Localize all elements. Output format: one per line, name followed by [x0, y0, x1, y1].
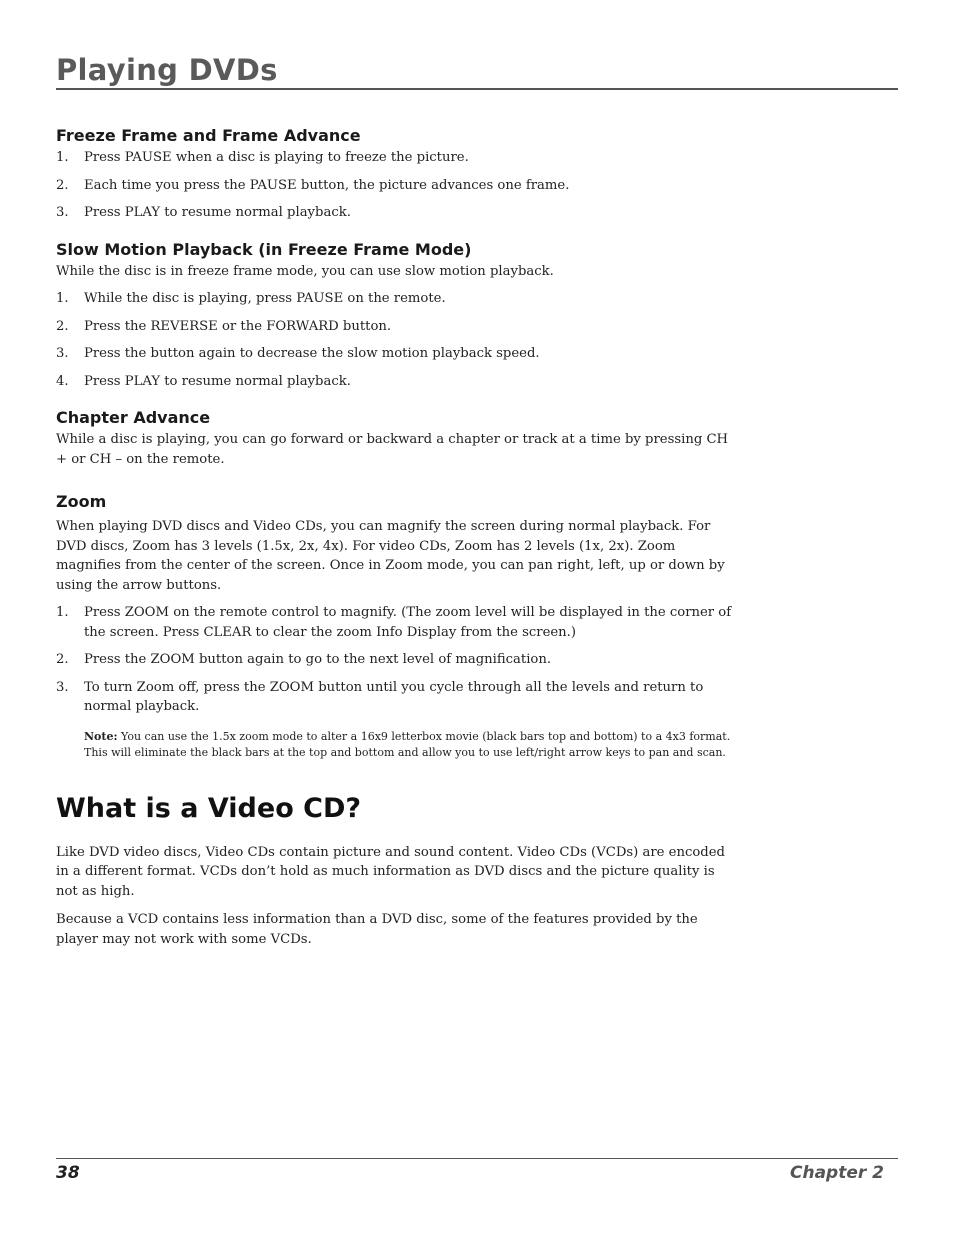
- list-item: 3. To turn Zoom off, press the ZOOM button until you cycle through all the levels and return to normal playback.: [56, 679, 704, 714]
- main-content: [56, 125, 736, 949]
- section-freeze-frame: [56, 125, 736, 223]
- page-title: Playing DVDs: [56, 53, 278, 87]
- zoom-note: [84, 729, 736, 761]
- zoom-steps: [56, 603, 736, 717]
- list-item: 3. Press PLAY to resume normal playback.: [56, 205, 351, 220]
- list-item: 1. While the disc is playing, press PAUSE on the remote.: [56, 291, 446, 306]
- section-heading: Slow Motion Playback (in Freeze Frame Mode): [56, 239, 472, 259]
- chapter-label: Chapter 2: [789, 1163, 884, 1183]
- vcd-paragraph-1: Like DVD video discs, Video CDs contain picture and sound content. Video CDs (VCDs) are encoded in a different format. VCDs don’t hold as much information as DVD discs and the picture quality is not as high.: [56, 844, 725, 899]
- section-slow-motion: [56, 239, 736, 392]
- section-chapter-advance: [56, 407, 736, 469]
- list-item: 2. Press the REVERSE or the FORWARD button.: [56, 318, 392, 334]
- note-text: You can use the 1.5x zoom mode to alter a 16x9 letterbox movie (black bars top and bottom) to a 4x3 format. This will eliminate the black bars at the top and bottom and allow you to use left/right arrow keys to pan and scan.: [84, 729, 731, 759]
- section-intro: When playing DVD discs and Video CDs, you can magnify the screen during normal playback. For DVD discs, Zoom has 3 levels (1.5x, 2x, 4x). For video CDs, Zoom has 2 levels (1x, 2x). Zoom magnifies from the center of the screen. Once in Zoom mode, you can pan right, left, up or down by using the arrow buttons.: [56, 519, 725, 593]
- note-label: Note:: [84, 729, 118, 743]
- section-heading: Freeze Frame and Frame Advance: [56, 126, 361, 145]
- title-divider: [56, 88, 898, 90]
- list-item: 2. Press the ZOOM button again to go to the next level of magnification.: [56, 652, 552, 667]
- section-body: While a disc is playing, you can go forward or backward a chapter or track at a time by pressing CH + or CH – on the remote.: [56, 432, 729, 467]
- list-item: 3. Press the button again to decrease the slow motion playback speed.: [56, 346, 540, 361]
- section-zoom: [56, 491, 736, 761]
- list-item: 1. Press ZOOM on the remote control to magnify. (The zoom level will be displayed in the corner of the screen. Press CLEAR to clear the zoom Info Display from the screen.): [56, 605, 732, 640]
- section-intro: While the disc is in freeze frame mode, you can use slow motion playback.: [56, 263, 554, 279]
- section-heading: Zoom: [56, 492, 107, 511]
- list-item: 2. Each time you press the PAUSE button, the picture advances one frame.: [56, 177, 570, 193]
- footer-divider: [56, 1158, 898, 1159]
- list-item: 1. Press PAUSE when a disc is playing to freeze the picture.: [56, 150, 469, 165]
- freeze-steps: [56, 148, 736, 223]
- section-heading: Chapter Advance: [56, 408, 211, 427]
- vcd-paragraph-2: Because a VCD contains less information than a DVD disc, some of the features provided by the player may not work with some VCDs.: [56, 912, 698, 947]
- vcd-heading: What is a Video CD?: [56, 792, 362, 824]
- slow-steps: [56, 289, 736, 391]
- page-number: 38: [56, 1163, 80, 1183]
- list-item: 4. Press PLAY to resume normal playback.: [56, 373, 351, 389]
